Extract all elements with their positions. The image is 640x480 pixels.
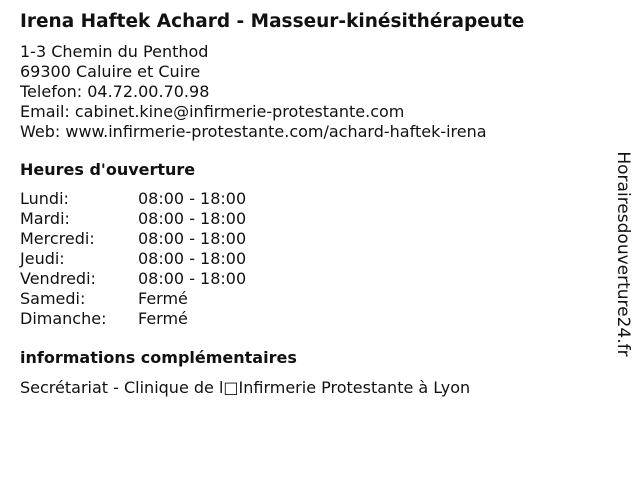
hours-row-monday (20, 189, 600, 209)
extra-info-heading: informations complémentaires (20, 348, 297, 367)
day-label: Jeudi: (20, 249, 65, 268)
day-label: Mardi: (20, 209, 70, 228)
day-label: Vendredi: (20, 269, 96, 288)
time-value: 08:00 - 18:00 (138, 229, 247, 248)
extra-info-text: Secrétariat - Clinique de l□Infirmerie Protestante à Lyon (20, 378, 471, 397)
address-line-2: 69300 Caluire et Cuire (20, 62, 201, 81)
hours-row-sunday (20, 309, 600, 329)
hours-row-thursday (20, 249, 600, 269)
email-line: Email: cabinet.kine@infirmerie-protestante.com (20, 102, 405, 121)
phone-line: Telefon: 04.72.00.70.98 (20, 82, 210, 101)
page-title: Irena Haftek Achard - Masseur-kinésithérapeute (20, 11, 525, 32)
address-line-1: 1-3 Chemin du Penthod (20, 42, 209, 61)
time-value: 08:00 - 18:00 (138, 189, 247, 208)
time-value: Fermé (138, 289, 188, 308)
time-value: 08:00 - 18:00 (138, 269, 247, 288)
hours-row-tuesday (20, 209, 600, 229)
hours-row-wednesday (20, 229, 600, 249)
time-value: Fermé (138, 309, 188, 328)
site-watermark: Horairesdouverture24.fr (613, 151, 633, 357)
business-info-page (20, 10, 600, 398)
day-label: Mercredi: (20, 229, 95, 248)
day-label: Lundi: (20, 189, 69, 208)
hours-heading: Heures d'ouverture (20, 160, 196, 179)
hours-row-saturday (20, 289, 600, 309)
hours-row-friday (20, 269, 600, 289)
day-label: Samedi: (20, 289, 86, 308)
time-value: 08:00 - 18:00 (138, 209, 247, 228)
day-label: Dimanche: (20, 309, 107, 328)
opening-hours-list (20, 189, 600, 329)
time-value: 08:00 - 18:00 (138, 249, 247, 268)
web-line: Web: www.infirmerie-protestante.com/achard-haftek-irena (20, 122, 487, 141)
